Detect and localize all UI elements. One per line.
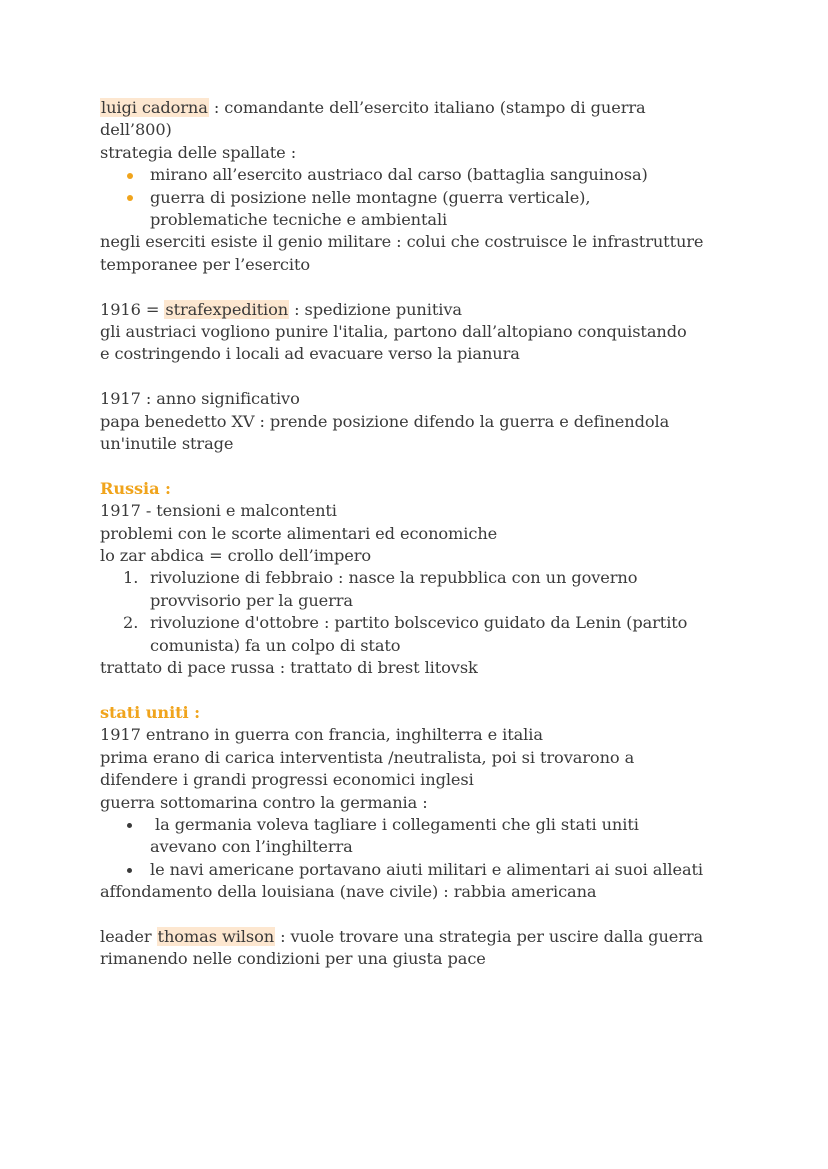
bullet-item — [100, 164, 790, 186]
usa-line-4: guerra sottomarina contro la germania : — [100, 792, 428, 812]
bullet-dot-icon — [127, 195, 133, 201]
bullet-dot-icon — [127, 868, 132, 873]
russia-line-1: 1917 - tensioni e malcontenti — [100, 501, 337, 521]
russia-line-4: trattato di pace russa : trattato di brest litovsk — [100, 658, 478, 678]
papa-line: papa benedetto XV : prende posizione difendo la guerra e definendola — [100, 411, 670, 431]
austriaci-line: gli austriaci vogliono punire l'italia, partono dall’altopiano conquistando — [100, 322, 687, 342]
wilson-desc: : vuole trovare una strategia per uscire dalla guerra — [275, 926, 704, 946]
strafexpedition-line — [100, 299, 790, 321]
usa-line-1: 1917 entrano in guerra con francia, inghilterra e italia — [100, 725, 543, 745]
highlight-cadorna: luigi cadorna — [101, 98, 208, 117]
year-1917-line: 1917 : anno significativo — [100, 389, 300, 409]
highlight-wilson: thomas wilson — [157, 926, 275, 946]
bullet-item — [100, 814, 790, 836]
document-page — [100, 97, 790, 971]
numbered-item — [100, 567, 790, 589]
papa-line-2: un'inutile strage — [100, 434, 234, 454]
genio-line-2: temporanee per l’esercito — [100, 254, 311, 274]
wilson-line-2: rimanendo nelle condizioni per una giusta pace — [100, 949, 486, 969]
item-continuation: provvisorio per la guerra — [150, 590, 353, 610]
genio-line: negli eserciti esiste il genio militare : colui che costruisce le infrastrutture — [100, 232, 704, 252]
usa-line-5: affondamento della louisiana (nave civile) : rabbia americana — [100, 882, 597, 902]
usa-line-3: difendere i grandi progressi economici inglesi — [100, 770, 474, 790]
austriaci-line-2: e costringendo i locali ad evacuare verso la pianura — [100, 344, 520, 364]
bullet-text: la germania voleva tagliare i collegamenti che gli stati uniti — [150, 814, 639, 834]
cadorna-line-2: dell’800) — [100, 120, 172, 140]
cadorna-desc: : comandante dell’esercito italiano (stampo di guerra — [208, 98, 646, 117]
highlight-strafexpedition: strafexpedition — [165, 299, 289, 319]
bullet-dot-icon — [127, 173, 133, 179]
russia-heading: Russia : — [100, 478, 171, 498]
bullet-dot-icon — [127, 823, 132, 828]
bullet-text: le navi americane portavano aiuti militari e alimentari ai suoi alleati — [150, 859, 703, 879]
russia-line-2: problemi con le scorte alimentari ed economiche — [100, 523, 498, 543]
item-continuation: comunista) fa un colpo di stato — [150, 635, 401, 655]
bullet-text: mirano all’esercito austriaco dal carso (battaglia sanguinosa) — [150, 165, 648, 185]
wilson-line — [100, 926, 790, 948]
bullet-continuation: avevano con l’inghilterra — [150, 837, 353, 857]
year-prefix: 1916 = — [100, 299, 165, 319]
strafexpedition-desc: : spedizione punitiva — [289, 299, 462, 319]
item-number: 2. — [123, 613, 139, 633]
item-number: 1. — [123, 568, 139, 588]
bullet-text: guerra di posizione nelle montagne (guerra verticale), — [150, 187, 591, 207]
usa-heading: stati uniti : — [100, 702, 200, 722]
cadorna-line — [100, 97, 790, 119]
russia-line-3: lo zar abdica = crollo dell’impero — [100, 546, 372, 566]
bullet-continuation: problematiche tecniche e ambientali — [150, 210, 448, 230]
usa-line-2: prima erano di carica interventista /neutralista, poi si trovarono a — [100, 747, 635, 767]
numbered-item — [100, 612, 790, 634]
leader-prefix: leader — [100, 926, 157, 946]
bullet-item — [100, 187, 790, 209]
bullet-item — [100, 859, 790, 881]
item-text: rivoluzione di febbraio : nasce la repubblica con un governo — [150, 568, 638, 588]
item-text: rivoluzione d'ottobre : partito bolscevico guidato da Lenin (partito — [150, 613, 688, 633]
strategy-title: strategia delle spallate : — [100, 142, 297, 162]
